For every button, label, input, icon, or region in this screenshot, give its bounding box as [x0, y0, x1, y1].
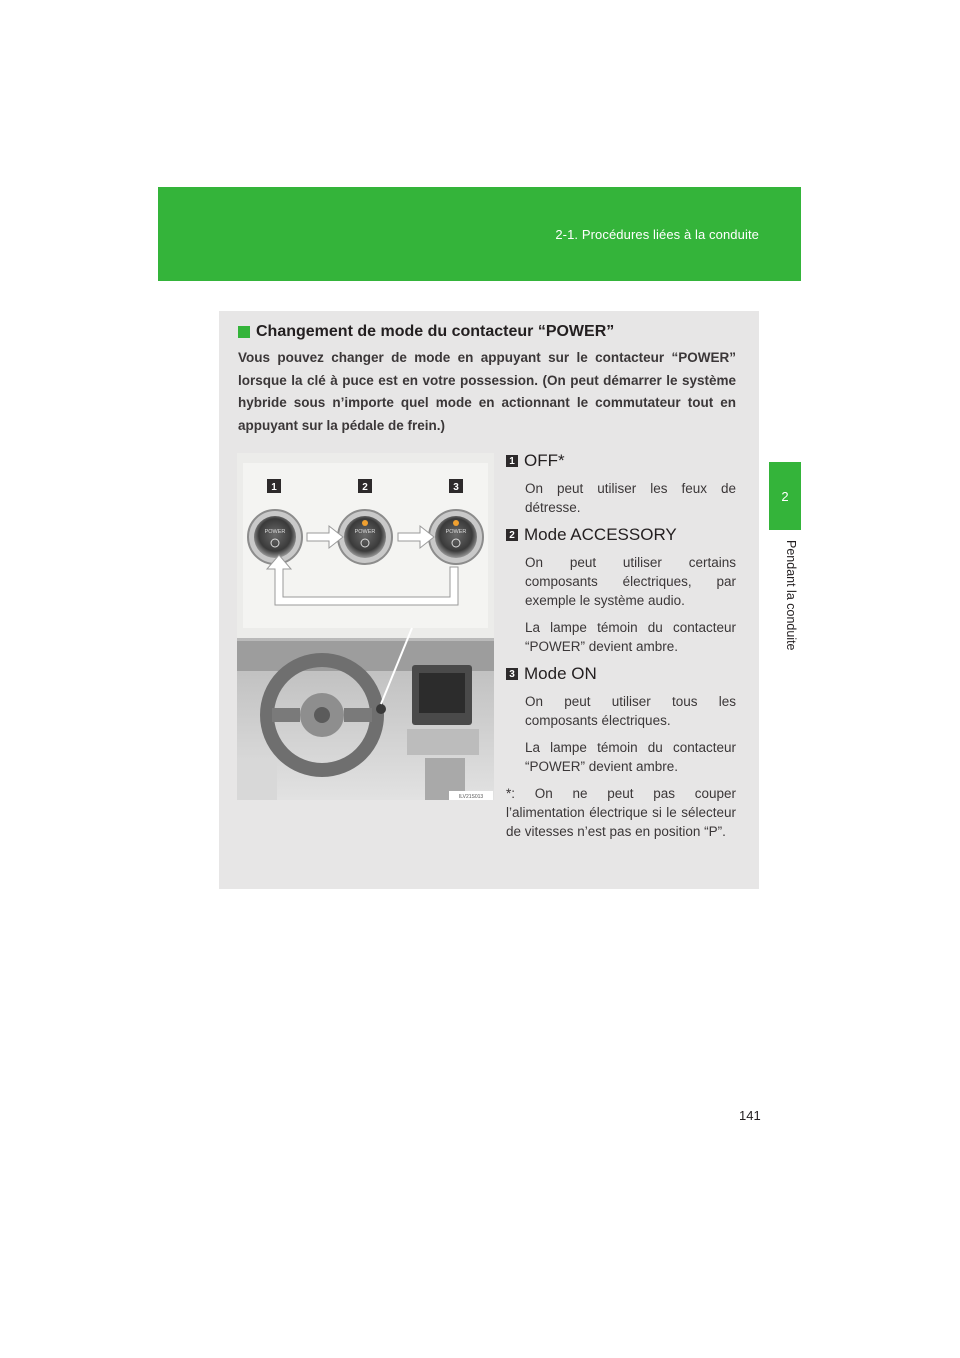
mode-description: On peut utiliser tous les composants électriques.	[525, 694, 736, 728]
mode-description: On peut utiliser les feux de détresse.	[525, 481, 736, 515]
mode-item-on	[506, 664, 736, 776]
figure-label-2	[358, 479, 372, 493]
power-button-accessory	[338, 510, 392, 564]
svg-text:ILV21S013: ILV21S013	[458, 794, 484, 800]
power-switch-illustration	[237, 453, 494, 800]
section-heading-text: Changement de mode du contacteur “POWER”	[256, 323, 615, 340]
mode-list	[506, 447, 736, 841]
dashboard-photo	[237, 628, 494, 800]
illustration-svg	[237, 453, 494, 800]
mode-item-accessory	[506, 525, 736, 656]
mode-number-badge: 3	[506, 668, 518, 680]
content-panel	[219, 311, 759, 889]
figure-label-3	[449, 479, 463, 493]
mode-description: La lampe témoin du contacteur “POWER” devient ambre.	[525, 620, 736, 654]
section-heading	[238, 323, 614, 341]
svg-text:1: 1	[271, 482, 277, 493]
footnote: *: On ne peut pas couper l’alimentation électrique si le sélecteur de vitesses n’est pas en position “P”.	[506, 786, 736, 839]
mode-number-badge: 1	[506, 455, 518, 467]
svg-text:POWER: POWER	[264, 529, 286, 535]
power-button-off	[248, 510, 302, 564]
mode-number-badge: 2	[506, 529, 518, 541]
mode-title: Mode ACCESSORY	[524, 525, 677, 544]
bullet-square-icon	[238, 326, 250, 338]
mode-description: On peut utiliser certains composants électriques, par exemple le système audio.	[525, 555, 736, 608]
svg-text:3: 3	[453, 482, 459, 493]
intro-paragraph: Vous pouvez changer de mode en appuyant sur le contacteur “POWER” lorsque la clé à puce est en votre possession. (On peut démarrer le système hybride sous n’importe quel mode en actionnant le commutateur tout en appuyant sur la pédale de frein.)	[238, 350, 736, 433]
chapter-tab: 2	[769, 462, 801, 530]
chapter-tab-label: Pendant la conduite	[784, 540, 798, 651]
svg-text:2: 2	[362, 482, 368, 493]
mode-title: Mode ON	[524, 664, 597, 683]
svg-text:POWER: POWER	[354, 529, 376, 535]
chapter-title: 2-1. Procédures liées à la conduite	[555, 227, 759, 242]
svg-text:POWER: POWER	[445, 529, 467, 535]
mode-description: La lampe témoin du contacteur “POWER” devient ambre.	[525, 740, 736, 774]
figure-label-1	[267, 479, 281, 493]
mode-title: OFF*	[524, 451, 565, 470]
header-band	[158, 187, 801, 281]
mode-item-off	[506, 451, 736, 517]
power-button-on	[429, 510, 483, 564]
page-number: 141	[739, 1108, 761, 1123]
